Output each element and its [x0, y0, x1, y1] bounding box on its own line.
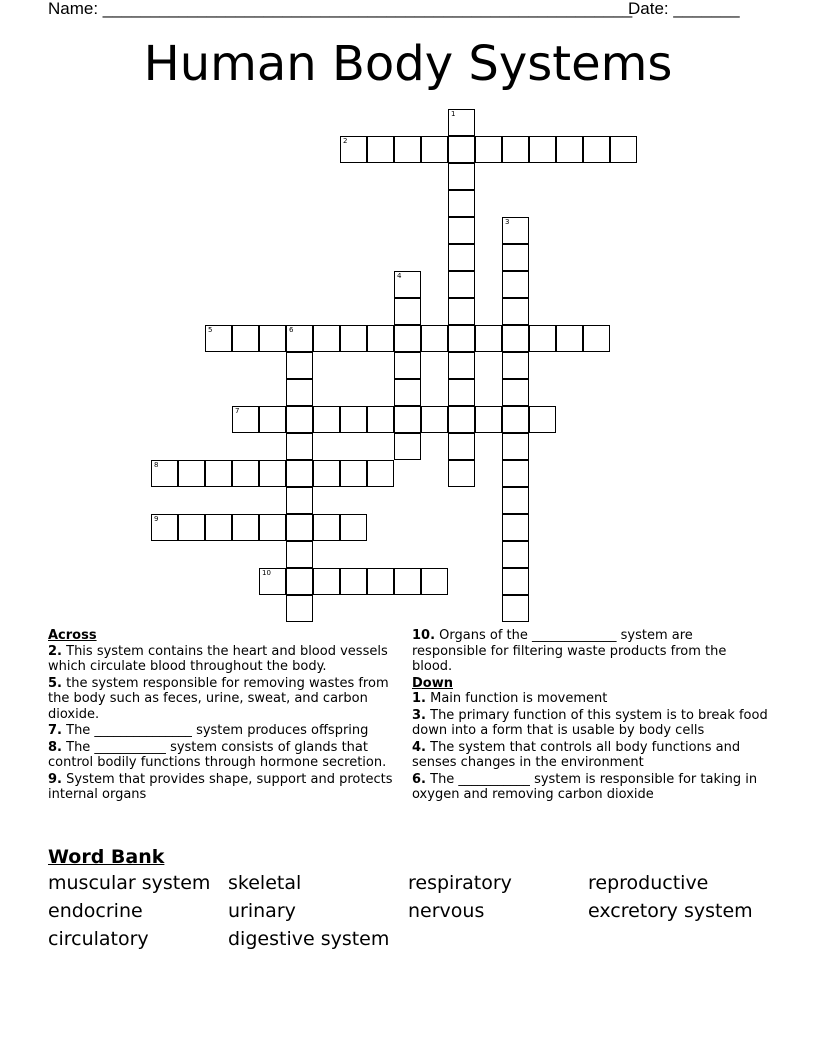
- crossword-cell[interactable]: [502, 298, 529, 325]
- crossword-cell[interactable]: [232, 325, 259, 352]
- across-clue-9: [48, 772, 404, 803]
- crossword-cell[interactable]: [394, 352, 421, 379]
- crossword-cell[interactable]: [502, 433, 529, 460]
- down-clue-1: [412, 691, 768, 707]
- crossword-cell[interactable]: [313, 406, 340, 433]
- crossword-cell[interactable]: [286, 352, 313, 379]
- word-bank-item: nervous: [408, 900, 485, 922]
- crossword-cell[interactable]: [367, 325, 394, 352]
- crossword-cell[interactable]: [151, 460, 178, 487]
- crossword-cell[interactable]: [259, 406, 286, 433]
- crossword-cell[interactable]: [394, 379, 421, 406]
- down-clue-6: [412, 772, 768, 803]
- crossword-cell[interactable]: [529, 136, 556, 163]
- word-bank-item: circulatory: [48, 928, 149, 950]
- clue-text: The primary function of this system is to break food down into a form that is usable by body cells: [412, 707, 768, 738]
- clue-text: The ___________ system consists of glands that control bodily functions through hormone secretion.: [48, 739, 387, 770]
- across-clue-10: [412, 628, 768, 675]
- word-bank-item: excretory system: [588, 900, 753, 922]
- across-clue-7: [48, 723, 404, 739]
- clue-number: 8.: [48, 739, 62, 755]
- date-field-label: Date: _______: [628, 0, 740, 18]
- crossword-cell[interactable]: [340, 136, 367, 163]
- name-field-label: Name: ________________________________________________________: [48, 0, 633, 18]
- crossword-cell[interactable]: [259, 325, 286, 352]
- crossword-cell[interactable]: [502, 379, 529, 406]
- clue-text: The system that controls all body functions and senses changes in the environment: [412, 739, 741, 770]
- cell-number: 10: [262, 569, 271, 577]
- crossword-cell[interactable]: [340, 514, 367, 541]
- crossword-cell[interactable]: [313, 568, 340, 595]
- crossword-cell[interactable]: [448, 379, 475, 406]
- cell-number: 4: [397, 272, 402, 280]
- crossword-cell[interactable]: [394, 271, 421, 298]
- crossword-cell[interactable]: [583, 325, 610, 352]
- word-bank-item: respiratory: [408, 872, 512, 894]
- page-title: Human Body Systems: [143, 36, 673, 92]
- word-bank-item: endocrine: [48, 900, 143, 922]
- crossword-cell[interactable]: [502, 271, 529, 298]
- across-heading: Across: [48, 628, 97, 643]
- clue-number: 2.: [48, 643, 62, 659]
- crossword-cell[interactable]: [448, 406, 475, 433]
- word-bank-item: skeletal: [228, 872, 302, 894]
- crossword-cell[interactable]: [475, 136, 502, 163]
- crossword-cell[interactable]: [502, 541, 529, 568]
- crossword-cell[interactable]: [448, 433, 475, 460]
- clue-number: 7.: [48, 723, 62, 738]
- crossword-cell[interactable]: [448, 217, 475, 244]
- crossword-cell[interactable]: [286, 406, 313, 433]
- header: [48, 0, 748, 20]
- crossword-cell[interactable]: [448, 190, 475, 217]
- crossword-cell[interactable]: [448, 163, 475, 190]
- word-bank-item: muscular system: [48, 872, 211, 894]
- crossword-cell[interactable]: [448, 298, 475, 325]
- clue-text: The _______________ system produces offspring: [66, 723, 369, 738]
- crossword-cell[interactable]: [232, 406, 259, 433]
- crossword-cell[interactable]: [502, 487, 529, 514]
- crossword-cell[interactable]: [448, 325, 475, 352]
- clue-text: This system contains the heart and blood vessels which circulate blood throughout the body.: [48, 643, 388, 674]
- cell-number: 9: [154, 515, 159, 523]
- crossword-cell[interactable]: [394, 433, 421, 460]
- word-bank-item: digestive system: [228, 928, 390, 950]
- clue-number: 9.: [48, 771, 62, 787]
- crossword-cell[interactable]: [502, 325, 529, 352]
- across-clue-2: [48, 644, 404, 675]
- cell-number: 3: [505, 218, 510, 226]
- crossword-cell[interactable]: [502, 514, 529, 541]
- crossword-cell[interactable]: [502, 568, 529, 595]
- crossword-cell[interactable]: [502, 460, 529, 487]
- clue-number: 3.: [412, 707, 426, 723]
- crossword-cell[interactable]: [421, 406, 448, 433]
- crossword-cell[interactable]: [286, 379, 313, 406]
- clue-number: 1.: [412, 691, 426, 706]
- crossword-cell[interactable]: [448, 352, 475, 379]
- crossword-cell[interactable]: [232, 514, 259, 541]
- crossword-cell[interactable]: [286, 595, 313, 622]
- cell-number: 6: [289, 326, 294, 334]
- crossword-cell[interactable]: [286, 325, 313, 352]
- clue-text: Main function is movement: [430, 691, 608, 706]
- down-heading: Down: [412, 675, 453, 691]
- crossword-cell[interactable]: [556, 325, 583, 352]
- cell-number: 5: [208, 326, 213, 334]
- across-clue-8: [48, 740, 404, 771]
- crossword-cell[interactable]: [394, 568, 421, 595]
- crossword-cell[interactable]: [313, 460, 340, 487]
- crossword-cell[interactable]: [205, 514, 232, 541]
- crossword-cell[interactable]: [475, 325, 502, 352]
- crossword-cell[interactable]: [394, 136, 421, 163]
- crossword-cell[interactable]: [205, 325, 232, 352]
- clues-left-column: [48, 628, 404, 804]
- word-bank-list: [48, 869, 768, 953]
- crossword-cell[interactable]: [286, 568, 313, 595]
- crossword-cell[interactable]: [259, 514, 286, 541]
- crossword-cell[interactable]: [448, 109, 475, 136]
- clue-text: System that provides shape, support and protects internal organs: [48, 771, 393, 802]
- clue-number: 5.: [48, 675, 62, 691]
- crossword-cell[interactable]: [340, 325, 367, 352]
- crossword-cell[interactable]: [502, 217, 529, 244]
- crossword-cell[interactable]: [421, 325, 448, 352]
- crossword-cell[interactable]: [286, 514, 313, 541]
- crossword-cell[interactable]: [502, 244, 529, 271]
- crossword-cell[interactable]: [178, 514, 205, 541]
- crossword-cell[interactable]: [367, 136, 394, 163]
- crossword-cell[interactable]: [394, 325, 421, 352]
- crossword-cell[interactable]: [394, 406, 421, 433]
- crossword-cell[interactable]: [178, 460, 205, 487]
- cell-number: 1: [451, 110, 456, 118]
- crossword-cell[interactable]: [502, 352, 529, 379]
- clue-text: the system responsible for removing wastes from the body such as feces, urine, sweat, and carbon dioxide.: [48, 675, 389, 722]
- crossword-cell[interactable]: [421, 568, 448, 595]
- crossword-cell[interactable]: [205, 460, 232, 487]
- crossword-cell[interactable]: [421, 136, 448, 163]
- cell-number: 2: [343, 137, 348, 145]
- cell-number: 8: [154, 461, 159, 469]
- crossword-cell[interactable]: [448, 244, 475, 271]
- crossword-cell[interactable]: [556, 136, 583, 163]
- clue-text: Organs of the _____________ system are responsible for filtering waste products from the blood.: [412, 628, 727, 674]
- down-clue-3: [412, 708, 768, 739]
- crossword-cell[interactable]: [340, 460, 367, 487]
- crossword-cell[interactable]: [502, 406, 529, 433]
- word-bank-title: Word Bank: [48, 846, 165, 868]
- crossword-cell[interactable]: [448, 136, 475, 163]
- word-bank-item: reproductive: [588, 872, 709, 894]
- crossword-cell[interactable]: [448, 460, 475, 487]
- crossword-cell[interactable]: [151, 514, 178, 541]
- crossword-cell[interactable]: [367, 406, 394, 433]
- crossword-cell[interactable]: [286, 487, 313, 514]
- crossword-cell[interactable]: [475, 406, 502, 433]
- crossword-cell[interactable]: [367, 568, 394, 595]
- crossword-cell[interactable]: [313, 514, 340, 541]
- clues-right-column: [412, 628, 768, 804]
- crossword-cell[interactable]: [448, 271, 475, 298]
- crossword-cell[interactable]: [529, 325, 556, 352]
- crossword-cell[interactable]: [286, 541, 313, 568]
- crossword-cell[interactable]: [286, 433, 313, 460]
- crossword-cell[interactable]: [286, 460, 313, 487]
- clue-number: 6.: [412, 771, 426, 787]
- down-clue-4: [412, 740, 768, 771]
- crossword-cell[interactable]: [502, 595, 529, 622]
- crossword-cell[interactable]: [259, 460, 286, 487]
- crossword-cell[interactable]: [232, 460, 259, 487]
- crossword-cell[interactable]: [313, 325, 340, 352]
- clue-number: 10.: [412, 628, 436, 643]
- clue-text: The ___________ system is responsible for taking in oxygen and removing carbon dioxide: [412, 771, 758, 802]
- crossword-cell[interactable]: [340, 568, 367, 595]
- crossword-cell[interactable]: [259, 568, 286, 595]
- crossword-cell[interactable]: [529, 406, 556, 433]
- crossword-cell[interactable]: [502, 136, 529, 163]
- across-clue-5: [48, 676, 404, 723]
- cell-number: 7: [235, 407, 240, 415]
- crossword-cell[interactable]: [610, 136, 637, 163]
- word-bank-item: urinary: [228, 900, 296, 922]
- clue-number: 4.: [412, 739, 426, 755]
- crossword-cell[interactable]: [340, 406, 367, 433]
- word-bank: [48, 845, 768, 953]
- crossword-cell[interactable]: [367, 460, 394, 487]
- crossword-cell[interactable]: [394, 298, 421, 325]
- crossword-cell[interactable]: [583, 136, 610, 163]
